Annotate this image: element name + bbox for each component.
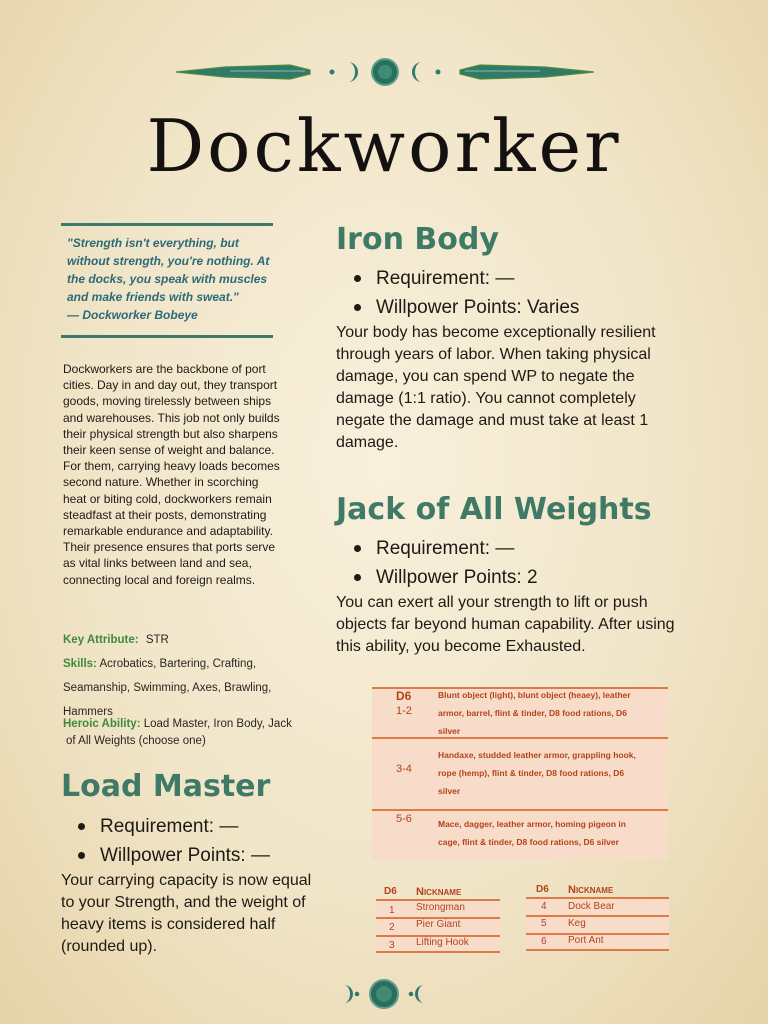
bottom-ornament-icon <box>330 976 438 1012</box>
nickname-name: Port Ant <box>568 935 604 946</box>
gear-row-rule-2 <box>372 809 668 811</box>
jack-of-all-weights-text: You can exert all your strength to lift or push objects far beyond human capability. After using this ability, you become Exhausted. <box>336 594 675 655</box>
heroic-ability-value-line2: of All Weights (choose one) <box>66 735 206 747</box>
load-master-requirement: Requirement: — <box>76 812 336 841</box>
gear-items-1: Blunt object (light), blunt object (heaey), leather armor, barrel, flint & tinder, D8 food rations, D6 silver <box>438 690 631 736</box>
key-attribute-row <box>63 628 313 652</box>
load-master-heading: Load Master <box>61 769 271 804</box>
skills-label: Skills: <box>63 658 97 670</box>
nickname-roll: 5 <box>541 918 547 929</box>
gear-row-rule-1 <box>372 737 668 739</box>
nickname-name: Strongman <box>416 902 465 913</box>
profession-description: Dockworkers are the backbone of port cities. Day in and day out, they transport goods, moving tirelessly between ships and warehouses. This job not only builds their physical strength but also sharpens their keen sense of weight and balance. For them, carrying heavy loads becomes second nature. Whether in scorching heat or biting cold, dockworkers remain steadfast at their posts, demonstrating remarkable endurance and adaptability. Their presence ensures that ports serve as vital links between land and sea, connecting local and foreign realms. <box>63 362 280 587</box>
key-attribute-label: Key Attribute: <box>63 634 139 646</box>
gear-items-3: Mace, dagger, leather armor, homing pigeon in cage, flint & tinder, D8 food rations, D6 silver <box>438 819 626 847</box>
iron-body-text: Your body has become exceptionally resilient through years of labor. When taking physical damage, you can spend WP to negate the damage (1:1 ratio). You cannot completely negate the damage and must take at least 1 damage. <box>336 324 656 451</box>
nickname-roll: 4 <box>541 901 547 912</box>
gear-table-header: D6 <box>396 689 412 703</box>
iron-body-stats <box>352 264 732 322</box>
iron-body-requirement: Requirement: — <box>352 264 732 293</box>
top-ornament-icon <box>170 52 600 92</box>
nickname-name: Keg <box>568 918 586 929</box>
nickname-table-2-d6-header: D6 <box>536 884 549 895</box>
nickname-roll: 1 <box>389 905 395 916</box>
skills-value-line1: Acrobatics, Bartering, Crafting, <box>99 658 257 670</box>
jack-of-all-weights-requirement: Requirement: — <box>352 534 732 563</box>
heroic-ability-label: Heroic Ability: <box>63 718 141 730</box>
load-master-stats <box>76 812 336 870</box>
nickname-name: Dock Bear <box>568 901 615 912</box>
nickname-name: Lifting Hook <box>416 937 469 948</box>
iron-body-willpower: Willpower Points: Varies <box>352 293 732 322</box>
key-attribute-value: STR <box>145 634 169 646</box>
gear-roll-2: 3-4 <box>396 763 412 775</box>
skills-row <box>63 652 313 676</box>
skills-value-line2: Seamanship, Swimming, Axes, Brawling, <box>63 682 272 694</box>
quote-attribution: — Dockworker Bobeye <box>67 308 198 322</box>
nickname-roll: 6 <box>541 936 547 947</box>
heroic-ability-row-2 <box>66 733 316 749</box>
nickname-roll: 3 <box>389 940 395 951</box>
gear-roll-3: 5-6 <box>396 813 412 825</box>
nickname-table-2-row <box>526 915 669 933</box>
heroic-ability-row <box>63 716 313 732</box>
skills-value-line3: Hammers <box>63 706 113 718</box>
nickname-name: Pier Giant <box>416 919 461 930</box>
gear-roll-1: 1-2 <box>396 705 412 717</box>
jack-of-all-weights-heading: Jack of All Weights <box>336 492 652 527</box>
heroic-ability-value-line1: Load Master, Iron Body, Jack <box>143 718 292 730</box>
load-master-willpower: Willpower Points: — <box>76 841 336 870</box>
page-title: Dockworker <box>146 104 622 188</box>
load-master-text: Your carrying capacity is now equal to your Strength, and the weight of heavy items is considered half (rounded up). <box>61 872 312 955</box>
epigraph-quote <box>67 234 277 324</box>
jack-of-all-weights-willpower: Willpower Points: 2 <box>352 563 732 592</box>
skills-row-2 <box>63 676 313 700</box>
nickname-roll: 2 <box>389 922 395 933</box>
iron-body-heading: Iron Body <box>336 222 499 257</box>
quote-bottom-rule <box>61 335 273 338</box>
nickname-table-2-name-header: NICKNAME <box>568 884 614 896</box>
gear-items-2: Handaxe, studded leather armor, grappling hook, rope (hemp), flint & tinder, D8 food rations, D6 silver <box>438 750 636 796</box>
jack-of-all-weights-stats <box>352 534 732 592</box>
quote-text: "Strength isn't everything, but without strength, you're nothing. At the docks, you speak with muscles and make friends with sweat." <box>67 236 270 304</box>
quote-top-rule <box>61 223 273 226</box>
nickname-table-1-name-header: NICKNAME <box>416 886 462 898</box>
nickname-table-1-d6-header: D6 <box>384 886 397 897</box>
